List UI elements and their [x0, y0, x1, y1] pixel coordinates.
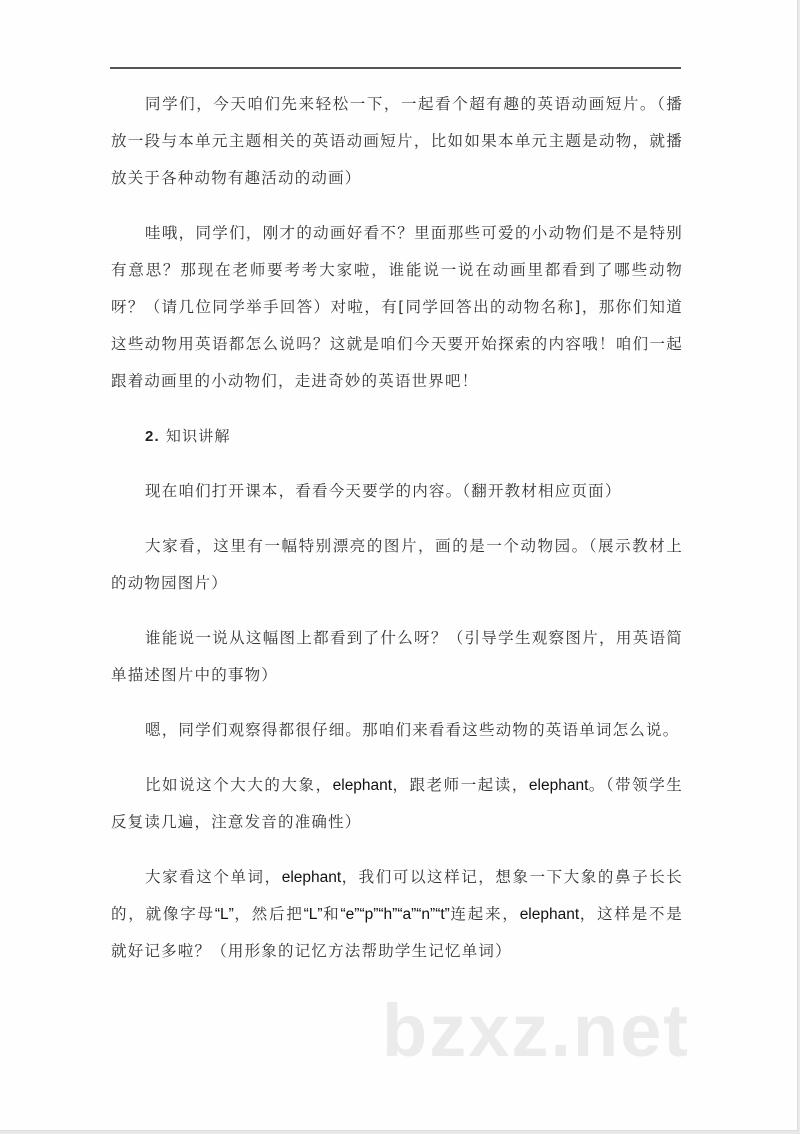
- paragraph-elephant-memory: [111, 859, 683, 970]
- letter-quote: “e”“p”“h”“a”“n”“t”: [340, 906, 450, 923]
- text-run: 比如说这个大大的大象，: [145, 776, 333, 794]
- paragraph-intro-video: 同学们，今天咱们先来轻松一下，一起看个超有趣的英语动画短片。（播放一段与本单元主题相关的英语动画短片，比如如果本单元主题是动物，就播放关于各种动物有趣活动的动画）: [111, 95, 683, 187]
- paragraph-open-textbook: 现在咱们打开课本，看看今天要学的内容。（翻开教材相应页面）: [145, 482, 622, 500]
- text-run: 大家看这个单词，: [145, 868, 282, 886]
- english-word: elephant: [281, 869, 342, 886]
- letter-quote: “L”: [303, 906, 323, 923]
- paragraph-animal-words: 嗯，同学们观察得都很仔细。那咱们来看看这些动物的英语单词怎么说。: [145, 721, 680, 739]
- text-run: ，这样是不是就好记多啦？（用形象的记忆方法帮助学生记忆单词）: [111, 905, 684, 960]
- text-run: ，然后把: [233, 905, 304, 923]
- section-number: 2.: [145, 428, 160, 445]
- english-word: elephant: [519, 906, 580, 923]
- text-run: 连起来，: [449, 905, 520, 923]
- paragraph-zoo-picture: 大家看，这里有一幅特别漂亮的图片，画的是一个动物园。（展示教材上的动物园图片）: [111, 537, 683, 592]
- paragraph-describe-picture: 谁能说一说从这幅图上都看到了什么呀？（引导学生观察图片，用英语简单描述图片中的事物）: [111, 629, 683, 684]
- section-title: 知识讲解: [165, 427, 231, 445]
- paragraph-animal-question: 哇哦，同学们，刚才的动画好看不？里面那些可爱的小动物们是不是特别有意思？那现在老师要考考大家啦，谁能说一说在动画里都看到了哪些动物呀？（请几位同学举手回答）对啦，有[同学回答出的动物名称]，那你们知道这些动物用英语都怎么说吗？这就是咱们今天要开始探索的内容哦！咱们一起跟着动画里的小动物们，走进奇妙的英语世界吧！: [111, 224, 683, 390]
- text-run: 和: [322, 905, 341, 923]
- text-run: 。（带领学生反复读几遍，注意发音的准确性）: [111, 776, 683, 831]
- paragraph-elephant-reading: [111, 767, 683, 841]
- document-body: [111, 86, 683, 988]
- watermark: bzxz.net: [382, 989, 690, 1072]
- section-heading: [111, 418, 683, 455]
- text-run: ，我们可以这样记，想象一下大象的鼻子长长的，就像字母: [111, 868, 683, 923]
- english-word: elephant: [528, 777, 589, 794]
- letter-quote: “L”: [214, 906, 234, 923]
- header-rule: [110, 67, 681, 69]
- text-run: ，跟老师一起读，: [392, 776, 529, 794]
- english-word: elephant: [332, 777, 393, 794]
